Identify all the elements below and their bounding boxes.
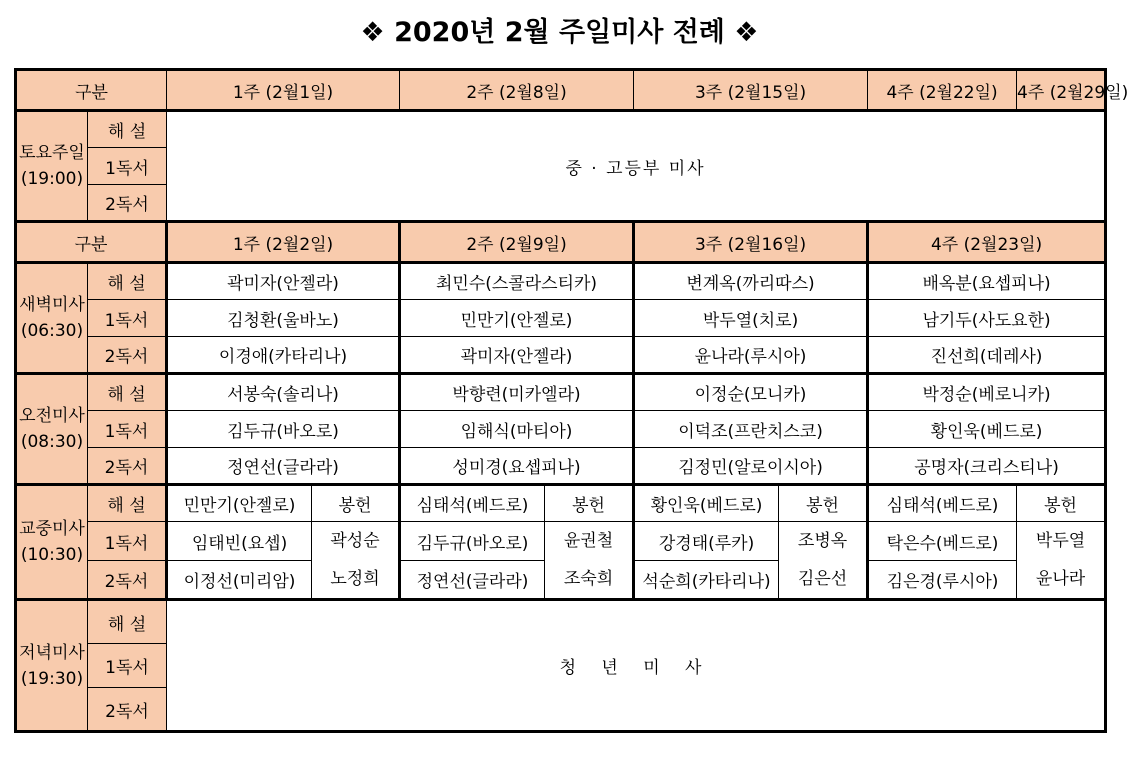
midday-altar-label-w2: 봉헌 (545, 485, 634, 522)
morning-commentary-w2: 박향련(미카엘라) (400, 374, 634, 411)
morning-group-label (16, 374, 88, 485)
role-reading1: 1독서 (88, 411, 167, 448)
gubun-header: 구분 (16, 70, 167, 111)
saturday-week-2: 2주 (2월8일) (400, 70, 634, 111)
evening-group-name: 저녁미사 (19, 642, 85, 663)
morning-row-reading2 (16, 448, 1106, 485)
role-reading2: 2독서 (88, 337, 167, 374)
midday-commentary-w1: 민만기(안젤로) (167, 485, 312, 522)
role-reading2: 2독서 (88, 185, 167, 222)
morning-reading2-w3: 김정민(알로이시아) (634, 448, 868, 485)
role-commentary: 해 설 (88, 374, 167, 411)
gubun-header: 구분 (16, 222, 167, 263)
midday-altar-second-w4: 윤나라 (1035, 569, 1086, 589)
saturday-week-4: 4주 (2월22일) (868, 70, 1017, 111)
role-commentary: 해 설 (88, 111, 167, 148)
midday-altar-label-w1: 봉헌 (312, 485, 400, 522)
saturday-row-commentary (16, 111, 1106, 148)
sunday-week-3: 3주 (2월16일) (634, 222, 868, 263)
morning-row-reading1 (16, 411, 1106, 448)
morning-reading1-w2: 임해식(마티아) (400, 411, 634, 448)
dawn-commentary-w3: 변계옥(까리따스) (634, 263, 868, 300)
midday-reading2-w2: 정연선(글라라) (400, 561, 545, 600)
morning-reading2-w1: 정연선(글라라) (167, 448, 400, 485)
dawn-group-label (16, 263, 88, 374)
dawn-reading2-w1: 이경애(카타리나) (167, 337, 400, 374)
role-reading2: 2독서 (88, 561, 167, 600)
midday-group-time: (10:30) (20, 545, 84, 565)
midday-group-name: 교중미사 (19, 519, 85, 539)
midday-altar-w4 (1017, 522, 1106, 600)
morning-group-time: (08:30) (20, 432, 84, 452)
midday-reading1-w1: 임태빈(요셉) (167, 522, 312, 561)
role-reading1: 1독서 (88, 522, 167, 561)
dawn-reading1-w4: 남기두(사도요한) (868, 300, 1106, 337)
sunday-header-row (16, 222, 1106, 263)
midday-reading2-w4: 김은경(루시아) (868, 561, 1017, 600)
midday-reading1-w3: 강경태(루카) (634, 522, 779, 561)
midday-reading1-w2: 김두규(바오로) (400, 522, 545, 561)
dawn-reading1-w2: 민만기(안젤로) (400, 300, 634, 337)
dawn-reading2-w2: 곽미자(안젤라) (400, 337, 634, 374)
midday-group-label (16, 485, 88, 600)
midday-commentary-w2: 심태석(베드로) (400, 485, 545, 522)
dawn-reading1-w1: 김청환(울바노) (167, 300, 400, 337)
midday-commentary-w3: 황인욱(베드로) (634, 485, 779, 522)
saturday-week-5: 4주 (2월29일) (1017, 70, 1106, 111)
dawn-group-name: 새벽미사 (19, 295, 85, 315)
saturday-group-name: 토요주일 (19, 143, 85, 163)
saturday-header-row (16, 70, 1106, 111)
dawn-row-reading1 (16, 300, 1106, 337)
dawn-row-commentary (16, 263, 1106, 300)
morning-commentary-w3: 이정순(모니카) (634, 374, 868, 411)
morning-reading2-w4: 공명자(크리스티나) (868, 448, 1106, 485)
dawn-commentary-w1: 곽미자(안젤라) (167, 263, 400, 300)
dawn-reading2-w4: 진선희(데레사) (868, 337, 1106, 374)
dawn-row-reading2 (16, 337, 1106, 374)
role-commentary: 해 설 (88, 600, 167, 644)
dawn-reading2-w3: 윤나라(루시아) (634, 337, 868, 374)
role-commentary: 해 설 (88, 263, 167, 300)
midday-altar-w2 (545, 522, 634, 600)
midday-altar-label-w4: 봉헌 (1017, 485, 1106, 522)
mass-schedule-table (14, 68, 1128, 733)
morning-reading1-w4: 황인욱(베드로) (868, 411, 1106, 448)
role-reading2: 2독서 (88, 688, 167, 732)
saturday-group-label (16, 111, 88, 222)
morning-group-name: 오전미사 (19, 406, 85, 426)
evening-row-commentary (16, 600, 1106, 644)
saturday-week-3: 3주 (2월15일) (634, 70, 868, 111)
midday-altar-label-w3: 봉헌 (779, 485, 868, 522)
role-reading1: 1독서 (88, 148, 167, 185)
saturday-note: 중 · 고등부 미사 (167, 111, 1106, 222)
midday-row-commentary (16, 485, 1106, 522)
evening-note: 청 년 미 사 (167, 600, 1106, 732)
page-title: ❖ 2020년 2월 주일미사 전례 ❖ (360, 17, 759, 48)
morning-reading1-w3: 이덕조(프란치스코) (634, 411, 868, 448)
sunday-week-4: 4주 (2월23일) (868, 222, 1106, 263)
midday-reading2-w3: 석순희(카타리나) (634, 561, 779, 600)
role-commentary: 해 설 (88, 485, 167, 522)
morning-commentary-w1: 서봉숙(솔리나) (167, 374, 400, 411)
morning-reading2-w2: 성미경(요셉피나) (400, 448, 634, 485)
role-reading2: 2독서 (88, 448, 167, 485)
sunday-week-2: 2주 (2월9일) (400, 222, 634, 263)
morning-commentary-w4: 박정순(베로니카) (868, 374, 1106, 411)
midday-altar-w1 (312, 522, 400, 600)
morning-reading1-w1: 김두규(바오로) (167, 411, 400, 448)
midday-reading1-w4: 탁은수(베드로) (868, 522, 1017, 561)
midday-commentary-w4: 심태석(베드로) (868, 485, 1017, 522)
midday-altar-w3 (779, 522, 868, 600)
dawn-commentary-w2: 최민수(스콜라스티카) (400, 263, 634, 300)
midday-altar-first-w4: 박두열 (1035, 531, 1086, 551)
midday-altar-first-w3: 조병옥 (797, 531, 848, 551)
saturday-group-time: (19:00) (20, 169, 84, 189)
saturday-week-1: 1주 (2월1일) (167, 70, 400, 111)
role-reading1: 1독서 (88, 644, 167, 688)
role-reading1: 1독서 (88, 300, 167, 337)
dawn-group-time: (06:30) (20, 321, 84, 341)
morning-row-commentary (16, 374, 1106, 411)
midday-row-reading1 (16, 522, 1106, 561)
midday-altar-second-w2: 조숙희 (563, 569, 614, 589)
midday-altar-second-w3: 김은선 (797, 569, 848, 589)
midday-altar-second-w1: 노정희 (330, 569, 380, 589)
midday-altar-first-w2: 윤권철 (563, 531, 614, 551)
dawn-commentary-w4: 배옥분(요셉피나) (868, 263, 1106, 300)
sunday-week-1: 1주 (2월2일) (167, 222, 400, 263)
evening-group-time: (19:30) (20, 668, 84, 689)
midday-altar-first-w1: 곽성순 (330, 531, 380, 551)
midday-reading2-w1: 이정선(미리암) (167, 561, 312, 600)
evening-group-label (16, 600, 88, 732)
dawn-reading1-w3: 박두열(치로) (634, 300, 868, 337)
